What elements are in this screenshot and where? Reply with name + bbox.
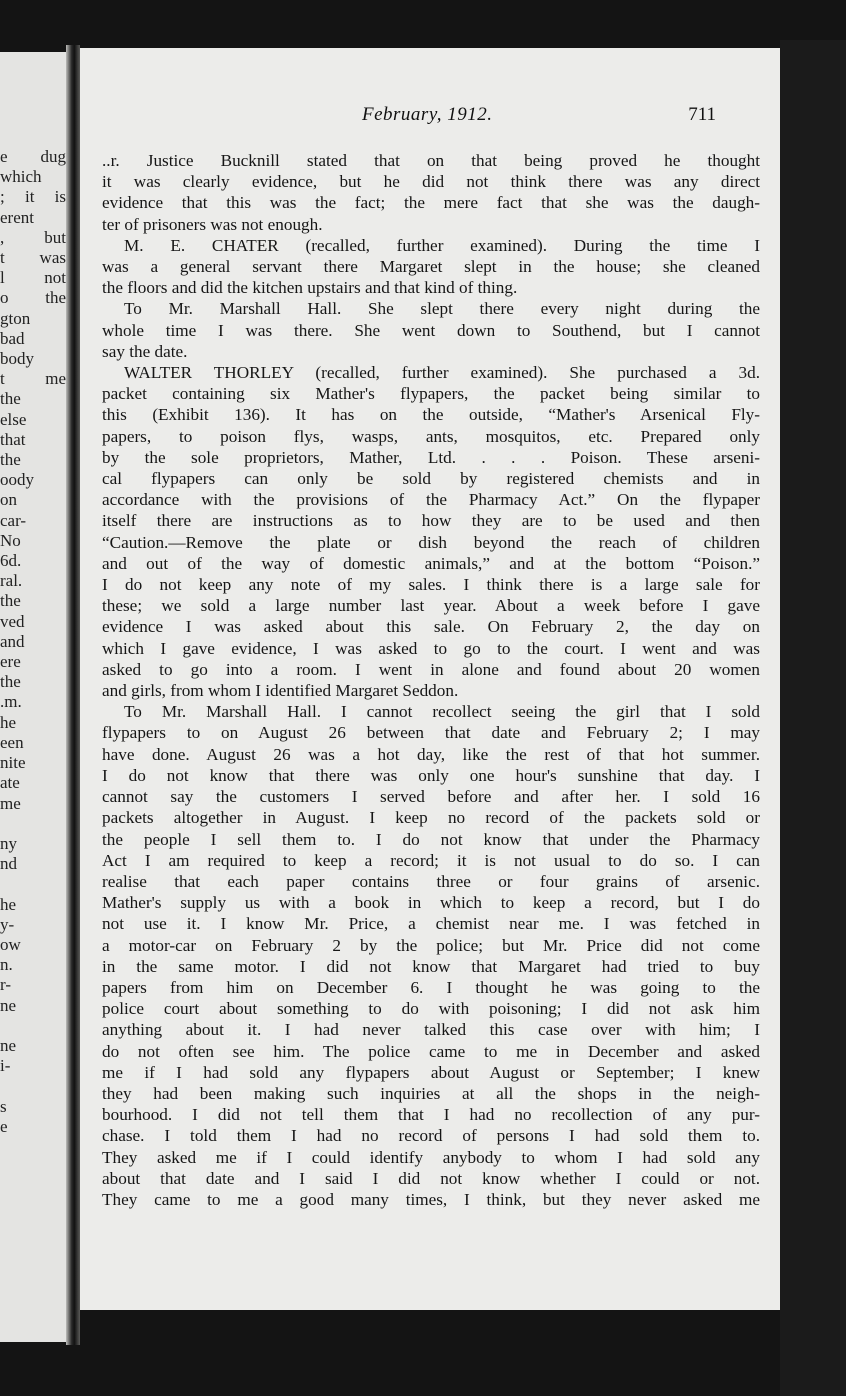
- facing-page-line: the: [0, 672, 21, 692]
- facing-page-line: the: [0, 450, 21, 470]
- text-line: chase. I told them I had no record of persons I had sold them to.: [102, 1126, 760, 1146]
- text-line: the floors and did the kitchen upstairs and that kind of thing.: [102, 278, 518, 298]
- book-page: [80, 48, 780, 1310]
- facing-page-line: ved: [0, 611, 25, 631]
- facing-page-line: r-: [0, 975, 11, 995]
- facing-page-line: the: [0, 389, 21, 409]
- text-line: evidence I was asked about this sale. On February 2, the day on: [102, 617, 760, 637]
- facing-page-line: 6d.: [0, 551, 22, 571]
- text-line: in the same motor. I did not know that Margaret had tried to buy: [102, 956, 760, 976]
- text-line: this (Exhibit 136). It has on the outside, “Mather's Arsenical Fly-: [102, 405, 760, 425]
- text-line: To Mr. Marshall Hall. I cannot recollect seeing the girl that I sold: [124, 702, 760, 722]
- facing-page-line: ne: [0, 1035, 17, 1055]
- running-title: February, 1912.: [362, 104, 493, 125]
- text-line: itself there are instructions as to how they are to be used and then: [102, 511, 760, 531]
- facing-page-line: he: [0, 894, 17, 914]
- text-line: about that date and I said I did not know whether I could or not.: [102, 1168, 760, 1188]
- facing-page-line: ne: [0, 995, 17, 1015]
- facing-page-line: which: [0, 167, 42, 187]
- facing-page-line: , but: [0, 227, 66, 247]
- text-line: I do not know that there was only one hour's sunshine that day. I: [102, 765, 760, 785]
- text-line: packet containing six Mather's flypapers, the packet being similar to: [102, 384, 760, 404]
- text-line: flypapers to on August 26 between that date and February 2; I may: [102, 723, 760, 743]
- facing-page-line: No: [0, 530, 21, 550]
- text-line: anything about it. I had never talked this case over with him; I: [102, 1020, 760, 1040]
- facing-page-line: and: [0, 631, 25, 651]
- facing-page-line: that: [0, 429, 26, 449]
- facing-page-line: on: [0, 490, 17, 510]
- facing-page-line: s: [0, 1096, 7, 1116]
- text-line: ter of prisoners was not enough.: [102, 214, 323, 234]
- text-line: and girls, from whom I identified Margaret Seddon.: [102, 681, 459, 701]
- facing-page-line: t me: [0, 369, 66, 389]
- text-line: by the sole proprietors, Mather, Ltd. . . . Poison. These arseni-: [102, 447, 760, 467]
- book-gutter: [66, 45, 80, 1345]
- facing-page-line: [0, 814, 72, 834]
- facing-page-line: oody: [0, 470, 34, 490]
- facing-page-line: ny: [0, 833, 17, 853]
- text-line: bourhood. I did not tell them that I had no recollection of any pur-: [102, 1105, 760, 1125]
- text-line: a motor-car on February 2 by the police; but Mr. Price did not come: [102, 935, 760, 955]
- text-line: these; we sold a large number last year. About a week before I gave: [102, 596, 760, 616]
- text-line: M. E. CHATER (recalled, further examined). During the time I: [124, 235, 760, 255]
- facing-page-line: [0, 1076, 72, 1096]
- facing-page-line: body: [0, 349, 34, 369]
- book-edge: [780, 40, 846, 1396]
- text-line: have done. August 26 was a hot day, like the rest of that hot summer.: [102, 744, 760, 764]
- text-line: and out of the way of domestic animals,” and at the bottom “Poison.”: [102, 553, 760, 573]
- facing-page-line: nite: [0, 753, 26, 773]
- facing-page-line: car-: [0, 510, 27, 530]
- facing-page-line: ; it is: [0, 187, 66, 207]
- text-line: They asked me if I could identify anybody to whom I had sold any: [102, 1147, 760, 1167]
- facing-page-line: bad: [0, 328, 25, 348]
- facing-page-fragment: [0, 52, 72, 1342]
- text-line: me if I had sold any flypapers about August or September; I knew: [102, 1062, 760, 1082]
- facing-page-line: ral.: [0, 571, 23, 591]
- facing-page-line: ate: [0, 773, 20, 793]
- text-line: WALTER THORLEY (recalled, further examined). She purchased a 3d.: [124, 363, 760, 383]
- facing-page-line: n.: [0, 955, 13, 975]
- text-line: “Caution.—Remove the plate or dish beyond the reach of children: [102, 532, 760, 552]
- facing-page-line: i-: [0, 1056, 11, 1076]
- facing-page-line: me: [0, 793, 21, 813]
- facing-page-line: gton: [0, 308, 31, 328]
- facing-page-line: .m.: [0, 692, 22, 712]
- facing-page-line: else: [0, 409, 27, 429]
- text-line: To Mr. Marshall Hall. She slept there every night during the: [124, 299, 760, 319]
- text-line: police court about something to do with poisoning; I did not ask him: [102, 999, 760, 1019]
- text-line: I do not keep any note of my sales. I think there is a large sale for: [102, 575, 760, 595]
- facing-page-line: t was: [0, 248, 66, 268]
- facing-page-line: ow: [0, 934, 21, 954]
- text-line: whole time I was there. She went down to Southend, but I cannot: [102, 320, 760, 340]
- text-line: accordance with the provisions of the Pharmacy Act.” On the flypaper: [102, 490, 760, 510]
- page-body-text: [102, 150, 760, 1210]
- text-line: Mather's supply us with a book in which to keep a record, but I do: [102, 893, 760, 913]
- text-line: packets altogether in August. I keep no record of the packets sold or: [102, 808, 760, 828]
- facing-page-line: erent: [0, 207, 34, 227]
- text-line: evidence that this was the fact; the mere fact that she was the daugh-: [102, 193, 760, 213]
- facing-page-line: een: [0, 732, 24, 752]
- text-line: papers from him on December 6. I thought he was going to the: [102, 977, 760, 997]
- facing-page-line: nd: [0, 854, 17, 874]
- text-line: papers, to poison flys, wasps, ants, mosquitos, etc. Prepared only: [102, 426, 760, 446]
- text-line: it was clearly evidence, but he did not think there was any direct: [102, 172, 760, 192]
- facing-page-line: l not: [0, 268, 66, 288]
- text-line: cannot say the customers I served before and after her. I sold 16: [102, 787, 760, 807]
- text-line: the people I sell them to. I do not know that under the Pharmacy: [102, 829, 760, 849]
- facing-page-line: [0, 1016, 72, 1036]
- text-line: asked to go into a room. I went in alone and found about 20 women: [102, 659, 760, 679]
- text-line: cal flypapers can only be sold by registered chemists and in: [102, 469, 760, 489]
- text-line: which I gave evidence, I was asked to go to the court. I went and was: [102, 638, 760, 658]
- text-line: ..r. Justice Bucknill stated that on that being proved he thought: [102, 151, 760, 170]
- facing-page-line: [0, 874, 72, 894]
- text-line: Act I am required to keep a record; it is not usual to do so. I can: [102, 850, 760, 870]
- page-header: [102, 104, 760, 130]
- facing-page-text: [0, 52, 72, 1137]
- facing-page-line: the: [0, 591, 21, 611]
- text-line: They came to me a good many times, I think, but they never asked me: [102, 1189, 760, 1209]
- facing-page-line: ere: [0, 652, 21, 672]
- text-line: realise that each paper contains three or four grains of arsenic.: [102, 871, 760, 891]
- text-line: was a general servant there Margaret slept in the house; she cleaned: [102, 257, 760, 277]
- text-line: they had been making such inquiries at all the shops in the neigh-: [102, 1083, 760, 1103]
- facing-page-line: o the: [0, 288, 66, 308]
- text-line: say the date.: [102, 341, 188, 361]
- facing-page-line: y-: [0, 914, 15, 934]
- page-number: 711: [688, 104, 716, 125]
- text-line: not use it. I know Mr. Price, a chemist near me. I was fetched in: [102, 914, 760, 934]
- facing-page-line: e: [0, 1116, 8, 1136]
- facing-page-line: he: [0, 712, 17, 732]
- text-line: do not often see him. The police came to me in December and asked: [102, 1041, 760, 1061]
- facing-page-line: e dug: [0, 147, 66, 166]
